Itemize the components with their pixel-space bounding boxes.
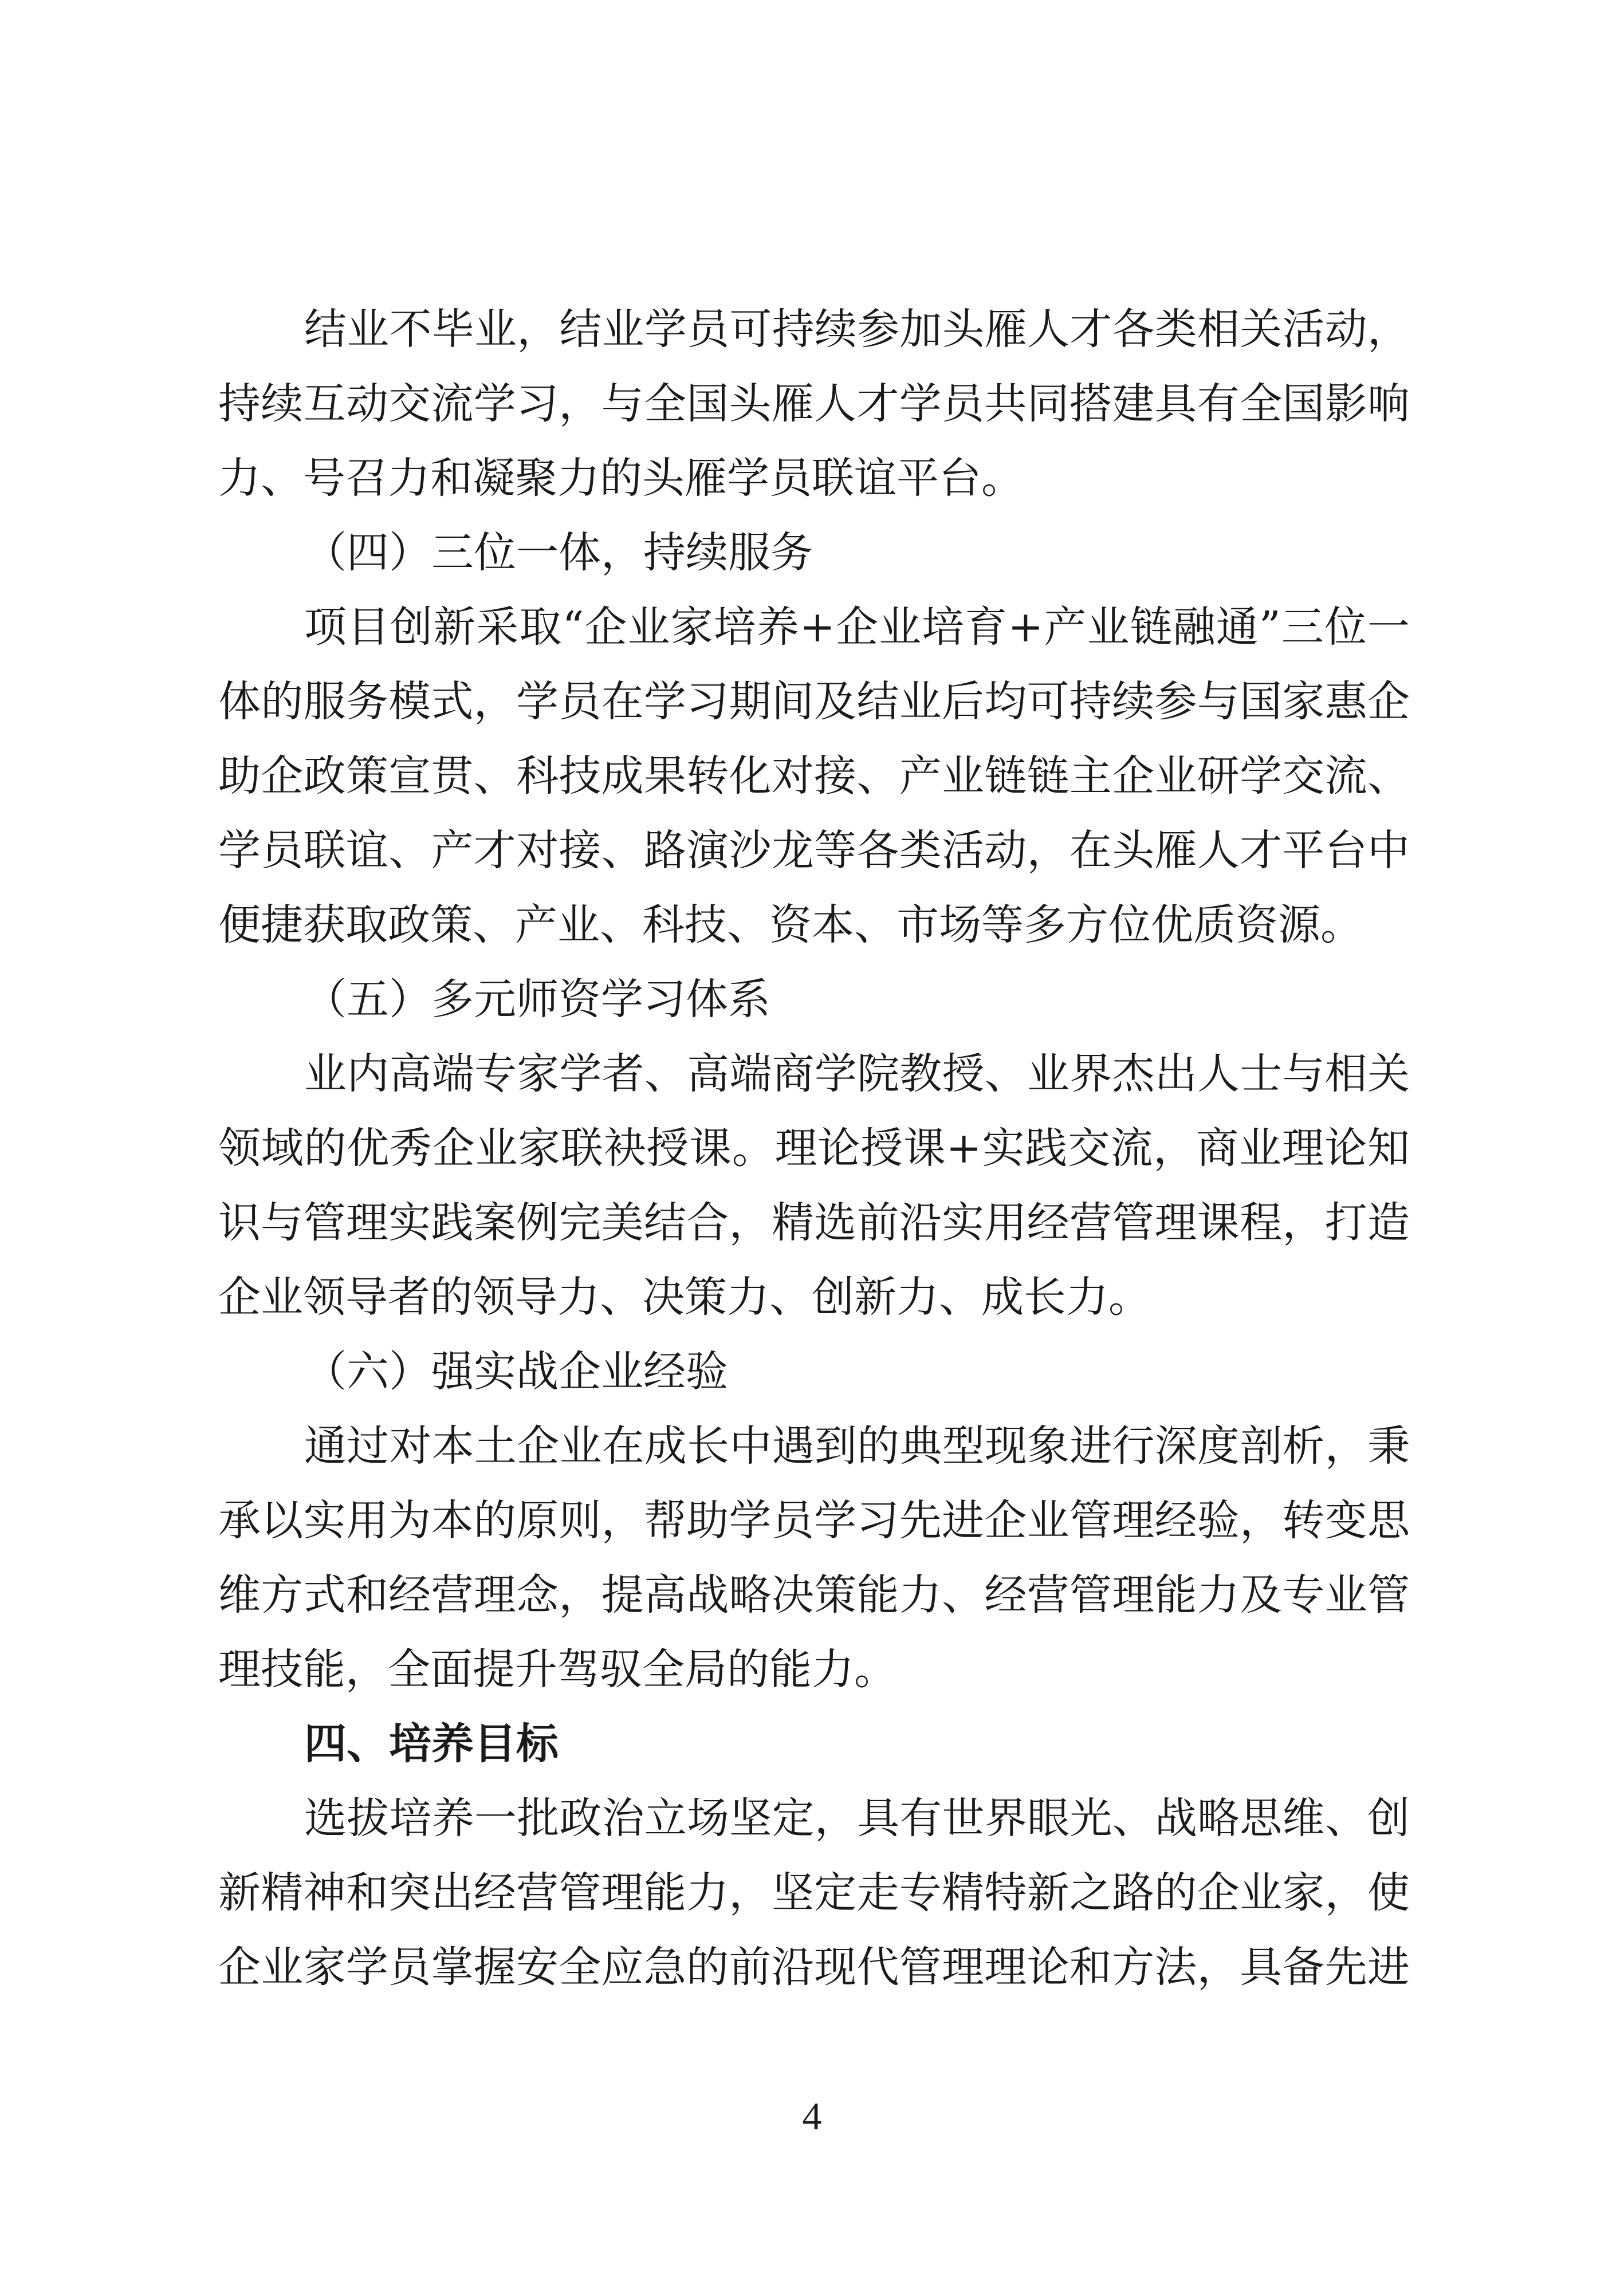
paragraph-line: 企业领导者的领导力、决策力、创新力、成长力。 xyxy=(218,1273,1151,1322)
paragraph-line: 维方式和经营理念，提高战略决策能力、经营管理能力及专业管 xyxy=(218,1570,1410,1620)
paragraph-line: 通过对本土企业在成长中遇到的典型现象进行深度剖析，秉 xyxy=(304,1421,1410,1471)
paragraph-line: 体的服务模式，学员在学习期间及结业后均可持续参与国家惠企 xyxy=(218,677,1410,726)
paragraph-line: 新精神和突出经营管理能力，坚定走专精特新之路的企业家，使 xyxy=(218,1868,1410,1917)
paragraph-line: 学员联谊、产才对接、路演沙龙等各类活动，在头雁人才平台中 xyxy=(218,826,1410,875)
paragraph-line: 力、号召力和凝聚力的头雁学员联谊平台。 xyxy=(218,454,1024,503)
paragraph-line: 领域的优秀企业家联袂授课。理论授课+实践交流，商业理论知 xyxy=(218,1124,1410,1173)
paragraph-line: 选拔培养一批政治立场坚定，具有世界眼光、战略思维、创 xyxy=(304,1794,1410,1843)
paragraph-line: 便捷获取政策、产业、科技、资本、市场等多方位优质资源。 xyxy=(218,900,1363,950)
paragraph-line: 承以实用为本的原则，帮助学员学习先进企业管理经验，转变思 xyxy=(218,1496,1410,1545)
section-heading-6: （六）强实战企业经验 xyxy=(304,1347,728,1396)
paragraph-line: 理技能，全面提升驾驭全局的能力。 xyxy=(218,1645,896,1694)
paragraph-line: 企业家学员掌握安全应急的前沿现代管理理论和方法，具备先进 xyxy=(218,1943,1410,1992)
paragraph-line: 助企政策宣贯、科技成果转化对接、产业链链主企业研学交流、 xyxy=(218,751,1410,801)
section-heading-4: （四）三位一体，持续服务 xyxy=(304,528,813,577)
page-number: 4 xyxy=(802,2094,822,2138)
paragraph-line: 业内高端专家学者、高端商学院教授、业界杰出人士与相关 xyxy=(304,1049,1410,1098)
chapter-heading: 四、培养目标 xyxy=(304,1719,559,1769)
section-heading-5: （五）多元师资学习体系 xyxy=(304,975,770,1024)
paragraph-line: 持续互动交流学习，与全国头雁人才学员共同搭建具有全国影响 xyxy=(218,379,1410,428)
paragraph-line: 识与管理实践案例完美结合，精选前沿实用经营管理课程，打造 xyxy=(218,1198,1410,1247)
paragraph-line: 项目创新采取“企业家培养+企业培育+产业链融通”三位一 xyxy=(304,602,1410,652)
paragraph-line: 结业不毕业，结业学员可持续参加头雁人才各类相关活动， xyxy=(304,305,1410,354)
